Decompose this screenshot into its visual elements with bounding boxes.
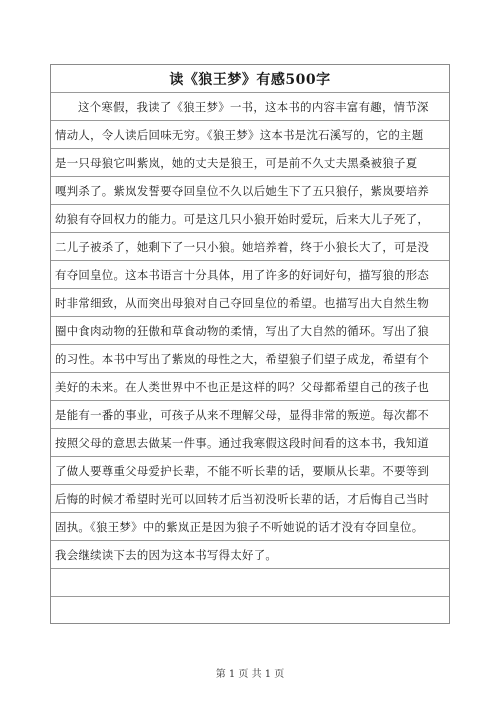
paragraph-line: 是一只母狼它叫紫岚，她的丈夫是狼王，可是前不久丈夫黑桑被狼子夏 (55, 155, 418, 170)
paragraph-line: 按照父母的意思去做某一件事。通过我寒假这段时间看的这本书，我知道 (55, 435, 430, 450)
paragraph-line: 固执。《狼王梦》中的紫岚正是因为狼子不听她说的话才没有夺回皇位。 (55, 519, 424, 534)
text-line-7 (51, 261, 449, 289)
lined-paper-sheet (50, 64, 450, 624)
text-line-1 (51, 93, 449, 121)
paragraph-line: 我会继续读下去的因为这本书写得太好了。 (55, 547, 278, 562)
paragraph-line: 的习性。本书中写出了紫岚的母性之大，希望狼子们望子成龙，希望有个 (55, 351, 430, 366)
paragraph-line: 幼狼有夺回权力的能力。可是这几只小狼开始时爱玩，后来大儿子死了， (55, 211, 430, 226)
text-line-5 (51, 205, 449, 233)
paragraph-line: 情动人，令人读后回味无穷。《狼王梦》这本书是沈石溪写的，它的主题 (55, 127, 424, 142)
text-line-3 (51, 149, 449, 177)
paragraph-line: 了做人要尊重父母爱护长辈，不能不听长辈的话，要顺从长辈。不要等到 (55, 463, 430, 478)
paragraph-line: 这个寒假，我读了《狼王梦》一书，这本书的内容丰富有趣，情节深 (78, 99, 429, 114)
text-line-18 (51, 569, 449, 597)
paragraph-line: 美好的未来。在人类世界中不也正是这样的吗？父母都希望自己的孩子也 (55, 379, 430, 394)
text-line-2 (51, 121, 449, 149)
text-line-13 (51, 429, 449, 457)
text-line-11 (51, 373, 449, 401)
essay-title: 读《狼王梦》有感500字 (169, 71, 331, 88)
text-line-8 (51, 289, 449, 317)
paragraph-line: 后悔的时候才希望时光可以回转才后当初没听长辈的话，才后悔自己当时 (55, 491, 430, 506)
page-indicator: 第 1 页 共 1 页 (215, 669, 285, 680)
text-line-10 (51, 345, 449, 373)
paragraph-line: 二儿子被杀了，她剩下了一只小狼。她培养着，终于小狼长大了，可是没 (55, 239, 430, 254)
text-line-6 (51, 233, 449, 261)
text-line-12 (51, 401, 449, 429)
paragraph-line: 是能有一番的事业，可孩子从来不理解父母，显得非常的叛逆。每次都不 (55, 407, 430, 422)
paragraph-line: 时非常细致，从而突出母狼对自己夺回皇位的希望。也描写出大自然生物 (55, 295, 430, 310)
paragraph-line: 嘎判杀了。紫岚发誓要夺回皇位不久以后她生下了五只狼仔，紫岚要培养 (55, 183, 430, 198)
text-line-19 (51, 597, 449, 625)
text-line-15 (51, 485, 449, 513)
text-line-16 (51, 513, 449, 541)
text-line-9 (51, 317, 449, 345)
title-row (51, 65, 449, 93)
text-line-4 (51, 177, 449, 205)
text-line-17 (51, 541, 449, 569)
paragraph-line: 有夺回皇位。这本书语言十分具体，用了许多的好词好句，描写狼的形态 (55, 267, 430, 282)
text-line-14 (51, 457, 449, 485)
paragraph-line: 圈中食肉动物的狂傲和草食动物的柔情，写出了大自然的循环。写出了狼 (55, 323, 430, 338)
